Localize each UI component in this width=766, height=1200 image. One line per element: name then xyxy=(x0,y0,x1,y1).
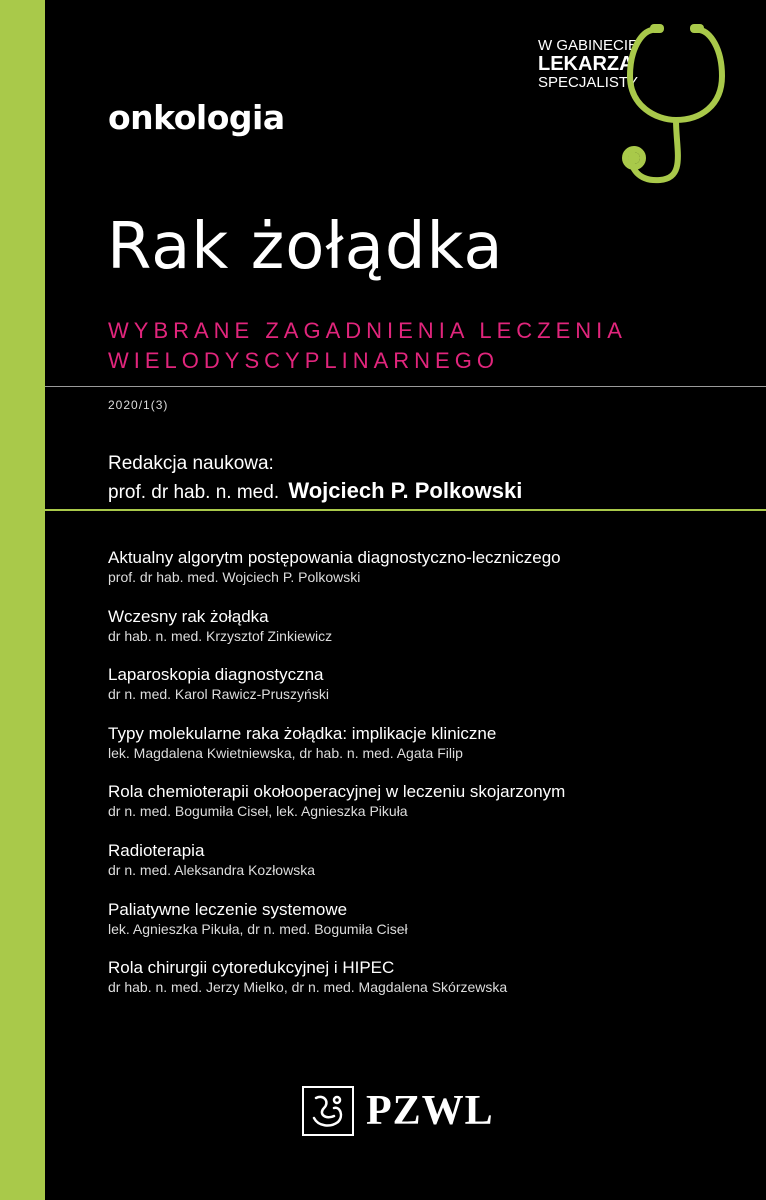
category-label: onkologia xyxy=(108,98,285,137)
table-of-contents xyxy=(108,548,728,1017)
toc-item-title: Laparoskopia diagnostyczna xyxy=(108,665,324,685)
editor-name: Wojciech P. Polkowski xyxy=(288,478,523,503)
toc-item xyxy=(108,958,728,1017)
subtitle-line-2: WIELODYSCYPLINARNEGO xyxy=(108,348,499,373)
editor-line xyxy=(108,478,522,504)
toc-item-title: Paliatywne leczenie systemowe xyxy=(108,899,348,919)
toc-item-authors: lek. Agnieszka Pikuła, dr n. med. Bogumiła Ciseł xyxy=(108,920,408,937)
toc-item-title: Radioterapia xyxy=(108,840,205,860)
toc-item-title: Rola chirurgii cytoredukcyjnej i HIPEC xyxy=(108,958,395,978)
toc-item-authors: dr n. med. Aleksandra Kozłowska xyxy=(108,861,315,878)
issue-number: 2020/1(3) xyxy=(108,398,169,412)
toc-item xyxy=(108,607,728,666)
book-subtitle xyxy=(108,316,627,376)
toc-item-authors: dr hab. n. med. Krzysztof Zinkiewicz xyxy=(108,627,333,644)
toc-item xyxy=(108,548,728,607)
editor-label: Redakcja naukowa: xyxy=(108,453,274,474)
editor-prefix: prof. dr hab. n. med. xyxy=(108,482,280,503)
toc-item-title: Aktualny algorytm postępowania diagnostyczno-leczniczego xyxy=(108,548,561,567)
series-line-3: SPECJALISTY xyxy=(538,73,639,91)
series-line-1: W GABINECIE xyxy=(538,37,639,54)
pzwl-emblem-icon xyxy=(304,1088,352,1134)
toc-item-authors: prof. dr hab. med. Wojciech P. Polkowski xyxy=(108,569,361,585)
subtitle-line-1: WYBRANE ZAGADNIENIA LECZENIA xyxy=(108,318,627,343)
toc-item-title: Rola chemioterapii okołooperacyjnej w leczeniu skojarzonym xyxy=(108,782,566,802)
stethoscope-icon xyxy=(590,18,740,190)
green-divider-line xyxy=(45,509,766,511)
toc-item xyxy=(108,724,728,783)
publisher-name: PZWL xyxy=(366,1088,494,1134)
toc-item-authors: dr hab. n. med. Jerzy Mielko, dr n. med. Magdalena Skórzewska xyxy=(108,979,508,996)
divider-line xyxy=(45,386,766,387)
toc-item xyxy=(108,782,728,841)
toc-item-authors: dr n. med. Karol Rawicz-Pruszyński xyxy=(108,686,329,703)
toc-item xyxy=(108,665,728,724)
toc-item-authors: dr n. med. Bogumiła Ciseł, lek. Agnieszka Pikuła xyxy=(108,803,408,820)
toc-item xyxy=(108,841,728,900)
series-line-2: LEKARZA xyxy=(538,52,634,75)
toc-item-authors: lek. Magdalena Kwietniewska, dr hab. n. med. Agata Filip xyxy=(108,744,463,761)
toc-item xyxy=(108,900,728,959)
green-spine-bar xyxy=(0,0,45,1200)
pzwl-logo-icon xyxy=(302,1086,354,1136)
toc-item-title: Typy molekularne raka żołądka: implikacje kliniczne xyxy=(108,723,497,743)
book-title: Rak żołądka xyxy=(107,210,504,284)
toc-item-title: Wczesny rak żołądka xyxy=(108,606,269,626)
